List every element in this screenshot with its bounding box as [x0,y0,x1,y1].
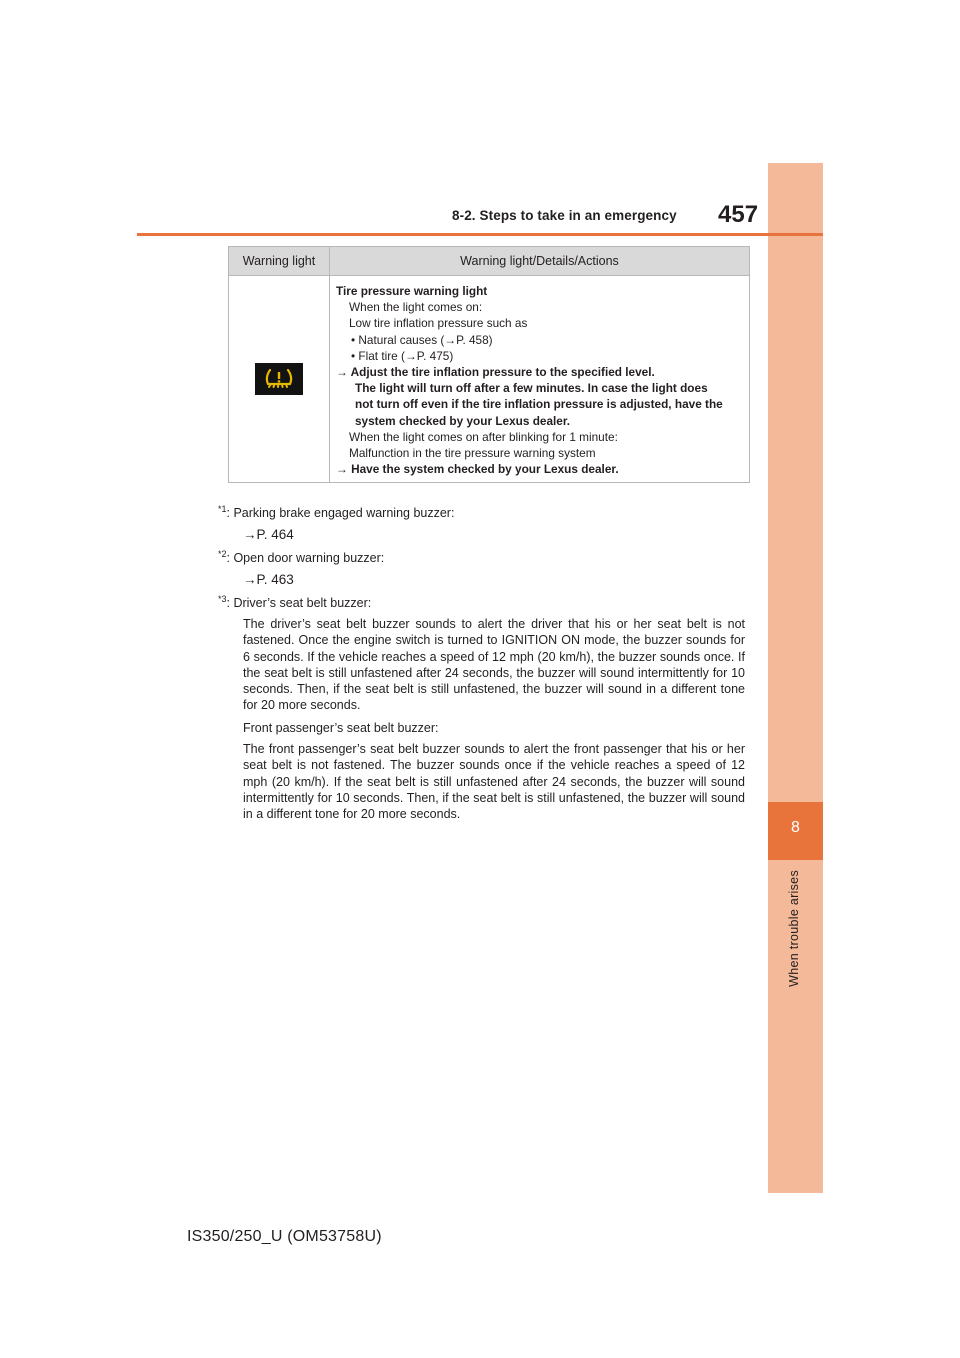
table-header-details: Warning light/Details/Actions [460,254,619,268]
detail-line: Tire pressure warning light [336,284,488,298]
footnote-1 [218,504,454,520]
header-rule [137,233,823,236]
front-passenger-subheading: Front passenger’s seat belt buzzer: [243,721,439,735]
table-header-warning-light: Warning light [229,247,330,275]
detail-line: When the light comes on: [349,300,483,315]
footnote-2-mark: *2 [218,549,227,559]
footnote-1-text: : Parking brake engaged warning buzzer: [226,506,455,520]
page-number: 457 [718,201,759,228]
footnote-3-mark: *3 [218,594,227,604]
detail-line: Malfunction in the tire pressure warning system [349,446,596,461]
detail-line: The light will turn off after a few minutes. In case the light does [355,381,708,396]
detail-line: → Have the system checked by your Lexus dealer. [336,462,619,477]
detail-line: not turn off even if the tire inflation pressure is adjusted, have the [355,397,723,412]
front-passenger-seat-belt-paragraph: The front passenger’s seat belt buzzer sounds to alert the front passenger that his or her seat belt is not fastened. The buzzer sounds once if the vehicle reaches a speed of 12 mph (20 km/h). If the seat belt is still unfastened after 24 seconds, the buzzer will sound intermittently for 10 seconds. Then, if the seat belt is still unfastened, the buzzer will sound in a different tone for 20 more seconds. [243,742,745,822]
footnote-2-text: : Open door warning buzzer: [226,551,385,565]
detail-line: Low tire inflation pressure such as [349,316,528,331]
table-row [229,276,749,482]
tire-pressure-warning-icon [255,363,303,395]
footnote-2-page-ref: →P. 463 [243,572,294,587]
chapter-side-band [768,163,823,1193]
warning-light-cell [229,276,330,482]
tire-pressure-warning-glyph [264,367,294,391]
warning-light-table [228,246,750,483]
chapter-label: When trouble arises [787,870,801,987]
chapter-number: 8 [791,819,800,836]
footnote-3 [218,594,371,610]
detail-line: • Flat tire (→P. 475) [351,348,454,363]
table-header-row [229,247,749,276]
footer-model-code: IS350/250_U (OM53758U) [187,1228,382,1245]
detail-line: system checked by your Lexus dealer. [355,413,571,428]
footnote-3-text: : Driver’s seat belt buzzer: [226,596,372,610]
detail-line: • Natural causes (→P. 458) [351,332,493,347]
section-title: 8-2. Steps to take in an emergency [452,208,677,223]
warning-details-cell [330,276,749,482]
footnote-1-mark: *1 [218,504,227,514]
detail-line: → Adjust the tire inflation pressure to the specified level. [336,365,655,380]
footnote-1-page-ref: →P. 464 [243,527,294,542]
footnote-2 [218,549,384,565]
detail-line: When the light comes on after blinking for 1 minute: [349,429,618,444]
driver-seat-belt-paragraph: The driver’s seat belt buzzer sounds to alert the driver that his or her seat belt is not fastened. Once the engine switch is turned to IGNITION ON mode, the buzzer sounds for 6 seconds. If the vehicle reaches a speed of 12 mph (20 km/h), the buzzer sounds once. If the seat belt is still unfastened after 24 seconds, the buzzer will sound intermittently for 10 seconds. Then, if the seat belt is still unfastened, the buzzer will sound in a different tone for 20 more seconds. [243,617,745,713]
